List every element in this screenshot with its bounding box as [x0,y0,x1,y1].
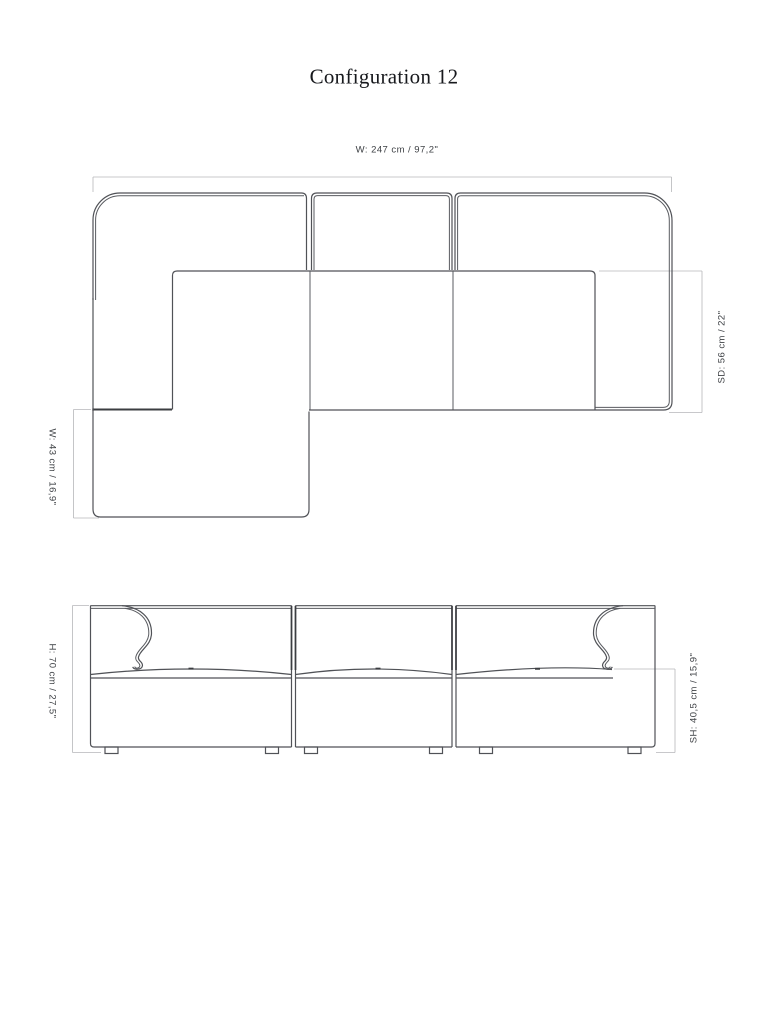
plan-middle-module [312,193,453,270]
sofa-top-view-drawing [40,160,740,550]
plan-overall-width-label: W: 247 cm / 97,2" [355,144,439,156]
page-title: Configuration 12 [309,64,459,89]
plan-right-module [455,193,672,410]
sofa-front-view-drawing [40,590,740,780]
plan-corner-module [92,193,306,411]
plan-chaise-module [93,409,309,517]
plan-dimension-lines [74,177,703,518]
plan-seat-lines [173,271,596,410]
plan-chaise-width-label: W: 43 cm / 16,9" [46,428,58,506]
front-seat-height-label: SH: 40,5 cm / 15,9" [688,652,700,744]
front-right-module [456,606,655,748]
front-height-label: H: 70 cm / 27,5" [46,643,58,719]
front-left-module [91,606,292,748]
front-feet [105,747,641,754]
front-module-seams [292,606,457,670]
front-middle-module [296,606,453,748]
front-dimension-lines [73,606,676,753]
plan-seat-depth-label: SD: 56 cm / 22" [716,310,728,384]
